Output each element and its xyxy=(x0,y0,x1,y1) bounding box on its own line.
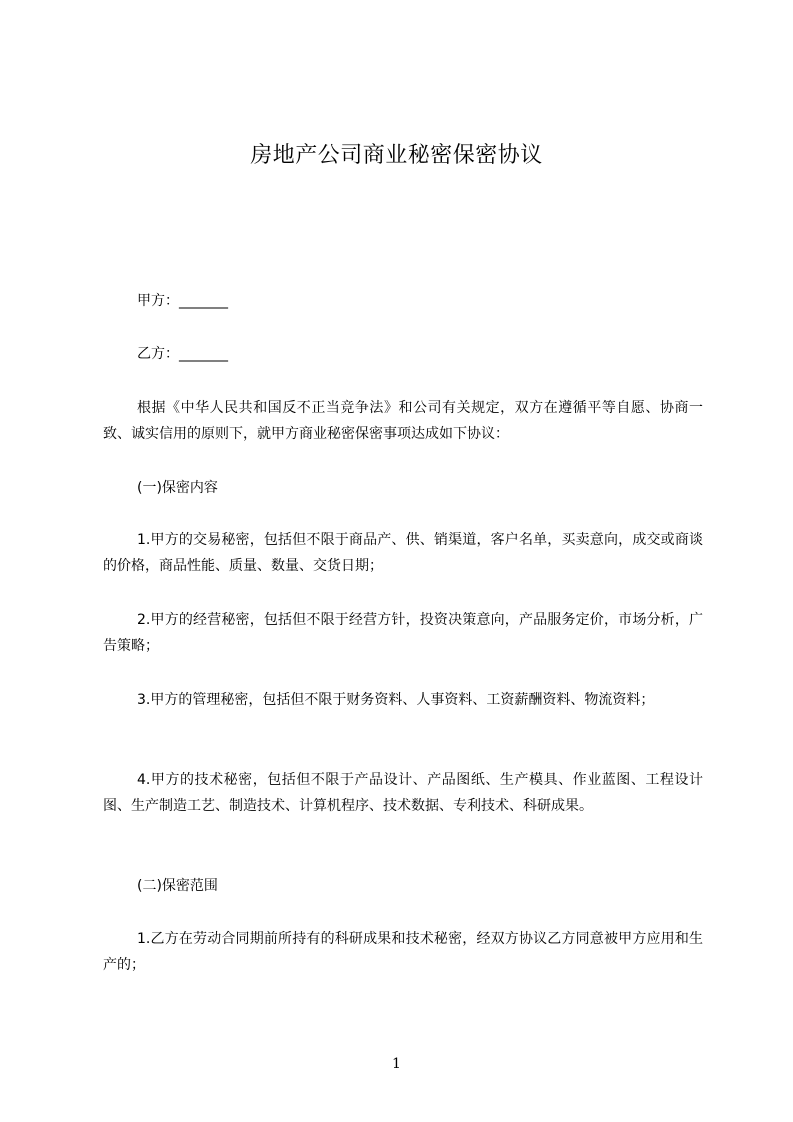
clause-2-business-secrets: 2.甲方的经营秘密，包括但不限于经营方针，投资决策意向，产品服务定价，市场分析，广告策略； xyxy=(103,612,703,654)
party-a-line: 甲方：_______ xyxy=(137,293,228,309)
document-title: 房地产公司商业秘密保密协议 xyxy=(250,143,543,168)
scope-clause-1: 1.乙方在劳动合同期前所持有的科研成果和技术秘密，经双方协议乙方同意被甲方应用和生产的； xyxy=(103,931,703,973)
clause-3-management-secrets: 3.甲方的管理秘密，包括但不限于财务资料、人事资料、工资薪酬资料、物流资料； xyxy=(137,692,655,708)
party-b-line: 乙方：_______ xyxy=(137,346,228,362)
intro-paragraph: 根据《中华人民共和国反不正当竞争法》和公司有关规定，双方在遵循平等自愿、协商一致、诚实信用的原则下，就甲方商业秘密保密事项达成如下协议： xyxy=(103,400,703,442)
clause-1-trade-secrets: 1.甲方的交易秘密，包括但不限于商品产、供、销渠道，客户名单，买卖意向，成交或商谈的价格，商品性能、质量、数量、交货日期； xyxy=(103,532,703,574)
clause-4-technical-secrets: 4.甲方的技术秘密，包括但不限于产品设计、产品图纸、生产模具、作业蓝图、工程设计图、生产制造工艺、制造技术、计算机程序、技术数据、专利技术、科研成果。 xyxy=(103,772,703,814)
section-2-heading: (二)保密范围 xyxy=(137,878,218,894)
section-1-heading: (一)保密内容 xyxy=(137,480,218,496)
page-number: 1 xyxy=(392,1056,401,1072)
